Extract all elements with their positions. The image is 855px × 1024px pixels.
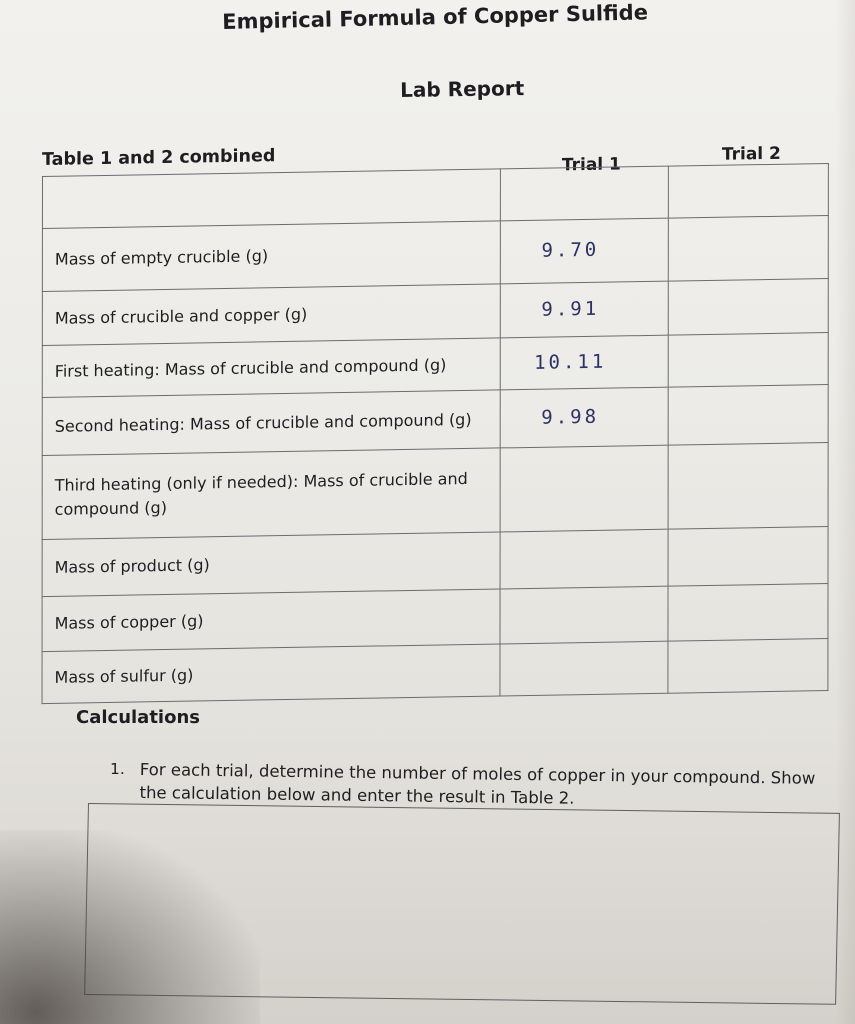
question-text: For each trial, determine the number of moles of copper in your compound. Show the calculation below and enter the result in Table 2. — [139, 759, 816, 808]
trial-1-cell[interactable]: 9.91 — [500, 281, 668, 338]
row-label: Mass of crucible and copper (g) — [42, 284, 500, 346]
row-label: Mass of product (g) — [42, 532, 500, 597]
column-header-trial-1: Trial 1 — [561, 154, 621, 176]
row-label: Third heating (only if needed): Mass of crucible and compound (g) — [42, 448, 500, 540]
trial-2-cell[interactable] — [668, 527, 828, 587]
trial-1-cell[interactable] — [500, 445, 668, 532]
trial-2-cell[interactable] — [668, 215, 828, 281]
trial-2-cell[interactable] — [668, 443, 828, 530]
row-label: Second heating: Mass of crucible and compound (g) — [42, 390, 500, 456]
calculations-heading: Calculations — [76, 707, 200, 728]
trial-2-cell[interactable] — [668, 584, 828, 642]
row-label: Mass of sulfur (g) — [42, 644, 500, 704]
trial-1-cell[interactable]: 9.98 — [500, 387, 668, 448]
table-caption: Table 1 and 2 combined — [41, 146, 276, 171]
trial-1-cell[interactable] — [500, 529, 668, 589]
row-label: First heating: Mass of crucible and compound (g) — [42, 338, 500, 398]
trial-2-cell[interactable] — [668, 639, 828, 694]
trial-2-cell[interactable] — [668, 163, 828, 218]
trial-2-cell[interactable] — [668, 332, 828, 387]
table-row — [42, 443, 828, 540]
trial-1-cell[interactable]: 10.11 — [500, 335, 668, 390]
row-label: Mass of copper (g) — [42, 589, 500, 652]
trial-1-cell[interactable]: 9.70 — [500, 218, 668, 284]
trial-2-cell[interactable] — [668, 384, 828, 445]
trial-1-cell[interactable] — [500, 641, 668, 696]
trial-1-cell[interactable] — [500, 586, 668, 644]
answer-box[interactable] — [84, 803, 840, 1005]
trial-2-cell[interactable] — [668, 278, 828, 335]
trial-1-cell[interactable] — [500, 166, 668, 221]
data-table-section — [41, 137, 842, 687]
data-table — [42, 163, 829, 704]
page-subtitle: Lab Report — [400, 76, 525, 102]
row-label: Mass of empty crucible (g) — [42, 221, 500, 292]
row-label — [42, 169, 500, 229]
page-title: Empirical Formula of Copper Sulfide — [222, 0, 649, 34]
column-header-trial-2: Trial 2 — [721, 143, 781, 165]
question-number: 1. — [110, 760, 125, 778]
